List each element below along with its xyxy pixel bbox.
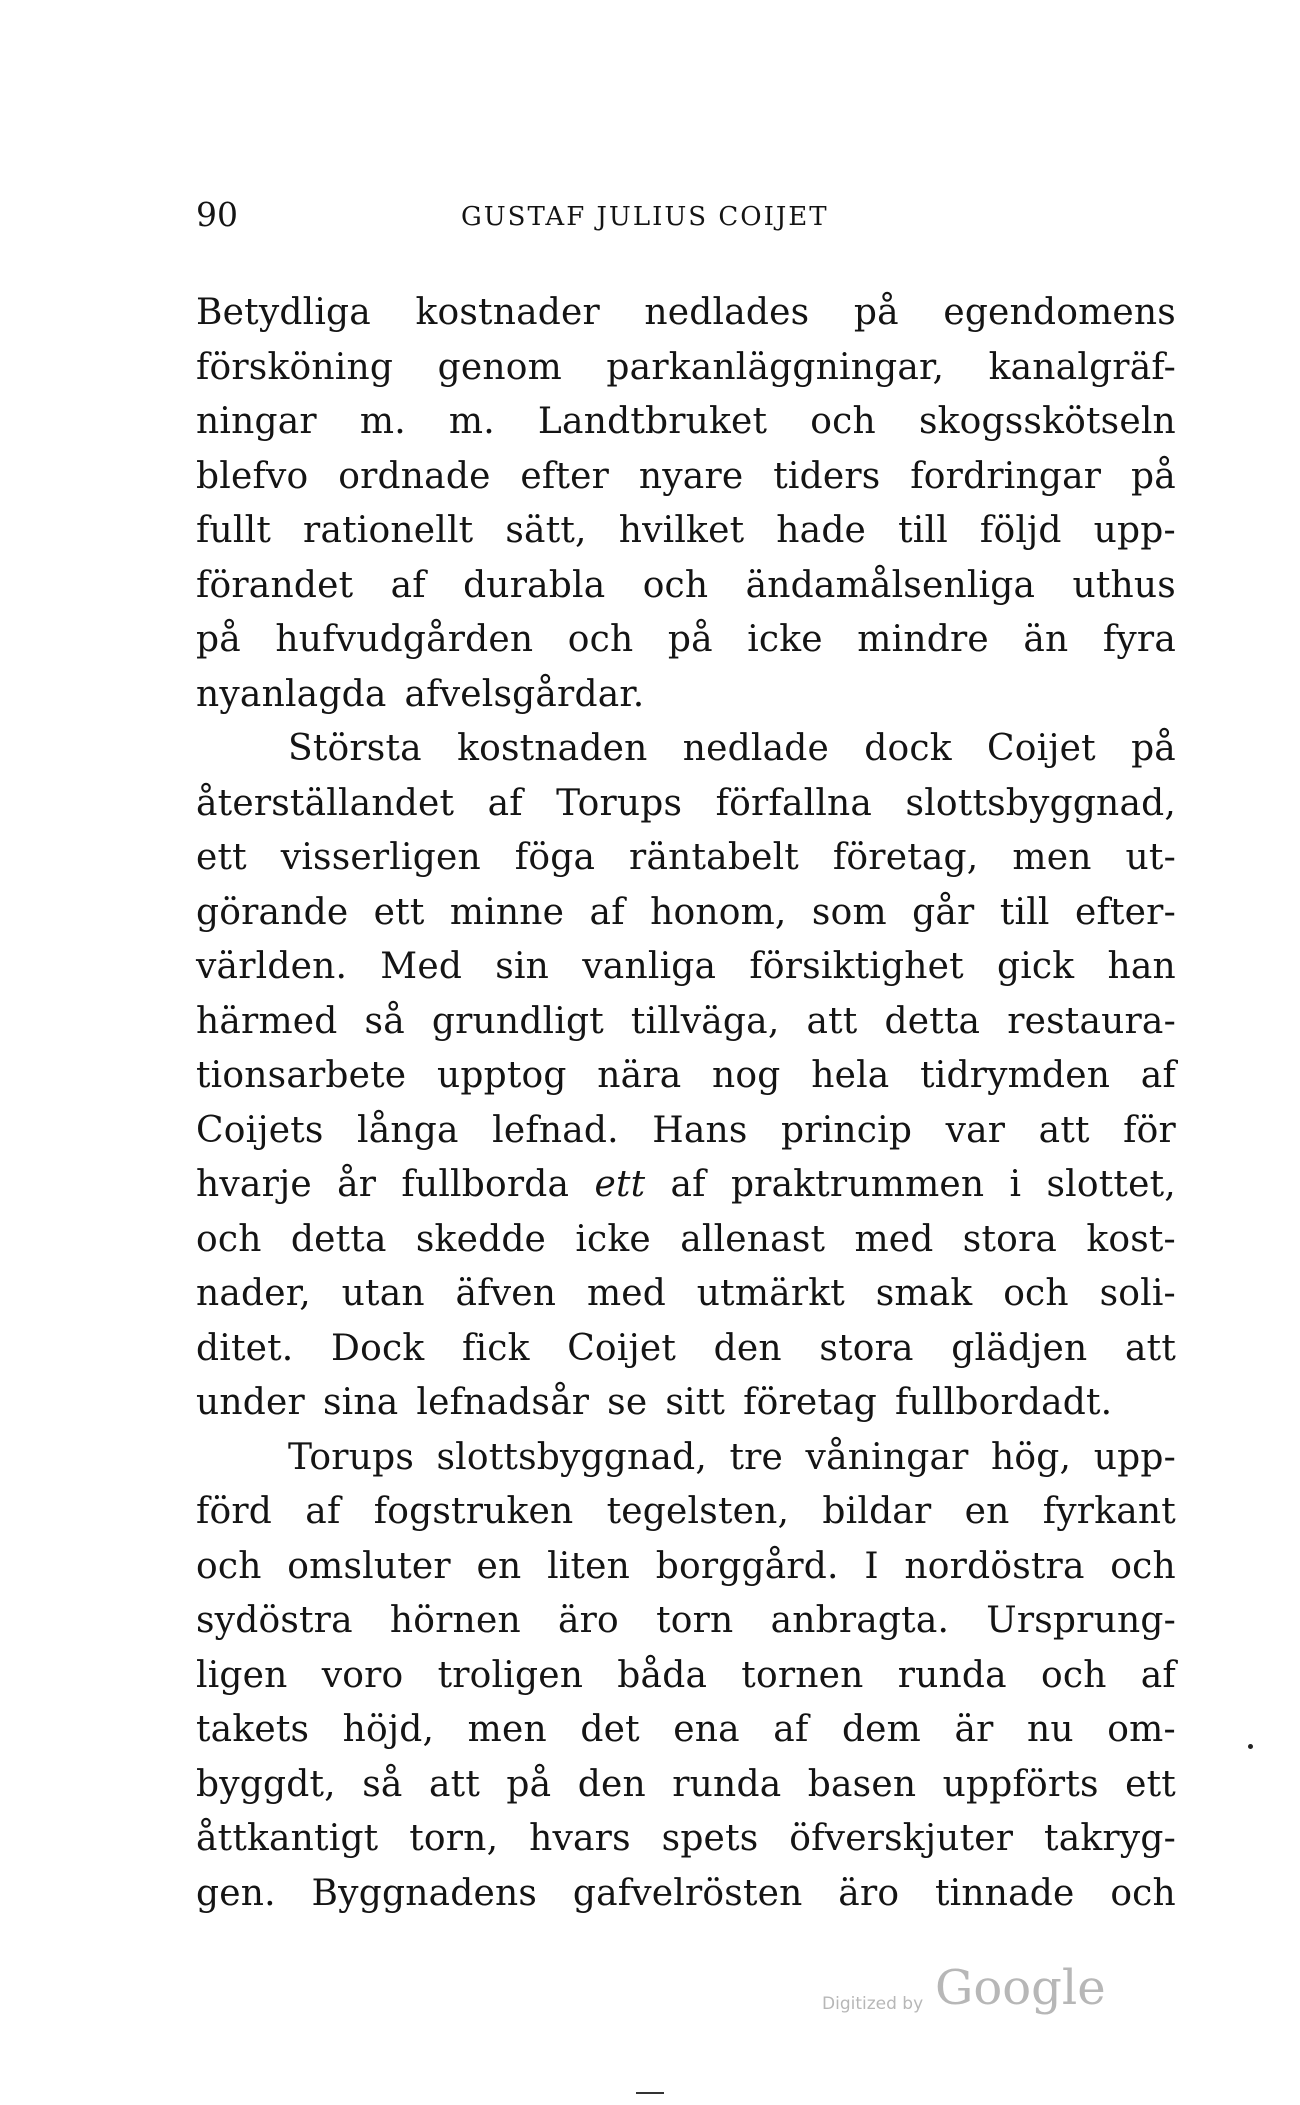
word: smak	[875, 1273, 973, 1314]
word: af	[487, 782, 523, 824]
word: anbragta.	[770, 1600, 950, 1641]
word: takryg-	[1044, 1818, 1176, 1859]
word: restaura-	[1007, 1000, 1176, 1042]
page-header	[196, 195, 1196, 245]
word: dock	[864, 728, 952, 769]
text-line	[196, 1431, 1176, 1486]
word: år	[337, 1164, 377, 1205]
word: Hans	[652, 1109, 748, 1151]
text-line	[196, 1812, 1176, 1867]
word: nader,	[196, 1273, 311, 1314]
text-line	[196, 831, 1176, 886]
word: efter	[520, 455, 610, 497]
word: I	[864, 1545, 879, 1587]
word: afvelsgårdar.	[404, 673, 645, 715]
word: han	[1107, 946, 1176, 987]
word: det	[580, 1709, 640, 1750]
word: gick	[996, 946, 1075, 987]
word: stora	[819, 1327, 914, 1369]
word: med	[854, 1218, 934, 1260]
word: så	[364, 1000, 405, 1042]
word: tionsarbete	[196, 1055, 407, 1096]
word: ändamålsenliga	[745, 564, 1036, 606]
word: att	[1038, 1109, 1090, 1151]
word: till	[999, 891, 1050, 933]
word: Största	[288, 728, 422, 769]
word: försiktighet	[749, 946, 964, 987]
word: Betydliga	[196, 292, 371, 333]
word: fyrkant	[1042, 1491, 1176, 1532]
word: fogstruken	[373, 1491, 574, 1532]
word: med	[586, 1273, 667, 1314]
text-line	[196, 1867, 1176, 1922]
word: Ursprung-	[986, 1600, 1176, 1641]
word: uthus	[1072, 564, 1176, 606]
word: vanliga	[582, 946, 717, 987]
word: den	[713, 1327, 782, 1369]
word: Med	[380, 946, 463, 987]
word: tidrymden	[920, 1055, 1111, 1096]
word: återställandet	[196, 782, 455, 824]
word: genom	[437, 346, 562, 388]
word: liten	[547, 1545, 631, 1587]
word: går	[912, 891, 975, 933]
word: än	[1023, 619, 1069, 660]
word: upp-	[1093, 510, 1176, 551]
word: dem	[841, 1709, 922, 1750]
word: på	[506, 1763, 552, 1805]
word: ut-	[1125, 837, 1176, 878]
word: voro	[321, 1654, 404, 1696]
word: hvilket	[618, 510, 745, 551]
digitized-watermark	[822, 1960, 1242, 2030]
word: borggård.	[655, 1545, 839, 1587]
word: gen.	[196, 1872, 276, 1914]
word: på	[667, 619, 713, 660]
word: följd	[979, 510, 1062, 551]
word: hvars	[529, 1818, 631, 1859]
word: hvarje	[196, 1164, 312, 1205]
word: en	[476, 1545, 522, 1587]
word: af	[670, 1164, 706, 1205]
word: att	[1125, 1327, 1176, 1369]
word: bildar	[822, 1491, 932, 1532]
word: ena	[673, 1709, 740, 1750]
word: tinnade	[934, 1872, 1075, 1914]
word: fullborda	[401, 1164, 570, 1205]
word: slottet,	[1046, 1164, 1176, 1205]
word: detta	[290, 1218, 387, 1260]
text-line	[196, 1049, 1176, 1104]
word: sätt,	[505, 510, 587, 551]
word: fordringar	[910, 455, 1102, 497]
text-line	[196, 886, 1176, 941]
word: förandet	[196, 564, 354, 606]
word: räntabelt	[629, 837, 799, 878]
word: och	[810, 401, 876, 442]
word: sina	[322, 1382, 399, 1423]
word: runda	[897, 1654, 1007, 1696]
word: Coijet	[986, 728, 1096, 769]
text-line	[196, 668, 1176, 723]
text-line	[196, 1322, 1176, 1377]
word: höjd,	[342, 1709, 435, 1750]
word: omsluter	[287, 1545, 451, 1587]
word: Byggnadens	[311, 1872, 538, 1914]
word: och	[1110, 1872, 1176, 1914]
text-line	[196, 450, 1176, 505]
word: nog	[712, 1055, 781, 1096]
word: var	[945, 1109, 1006, 1151]
text-line	[196, 1540, 1176, 1595]
word: om-	[1107, 1709, 1176, 1750]
text-line	[196, 1267, 1176, 1322]
word: och	[1040, 1654, 1107, 1696]
word: Torups	[556, 782, 683, 824]
word: under	[196, 1382, 305, 1423]
text-line	[196, 1158, 1176, 1213]
word: på	[196, 619, 241, 660]
word: efter-	[1074, 891, 1176, 933]
word: af	[390, 564, 426, 606]
word: ningar	[196, 401, 317, 442]
word: som	[811, 891, 887, 933]
word: försköning	[196, 346, 394, 388]
word: torn,	[409, 1818, 499, 1859]
word: nyare	[638, 455, 744, 497]
word: Torups	[288, 1436, 415, 1478]
word: allenast	[680, 1218, 826, 1260]
word: ett	[594, 1164, 646, 1205]
word: att	[806, 1000, 858, 1042]
word: minne	[449, 891, 565, 933]
word: grundligt	[431, 1000, 604, 1042]
word: Coijets	[196, 1109, 324, 1151]
word: och	[642, 564, 709, 606]
word: af	[589, 891, 625, 933]
word: icke	[747, 619, 823, 660]
word: basen	[807, 1763, 917, 1805]
word: tiders	[773, 455, 881, 497]
text-line	[196, 777, 1176, 832]
word: visserligen	[280, 837, 481, 878]
word: af	[305, 1491, 341, 1532]
text-line	[196, 286, 1176, 341]
text-line	[196, 1649, 1176, 1704]
word: praktrummen	[730, 1164, 985, 1205]
word: af	[1140, 1654, 1176, 1696]
word: och	[196, 1218, 262, 1260]
word: m.	[359, 401, 406, 442]
text-line	[196, 1104, 1176, 1159]
word: durabla	[463, 564, 606, 606]
text-line	[196, 1594, 1176, 1649]
text-line	[196, 1703, 1176, 1758]
word: och	[1003, 1273, 1069, 1314]
word: öfverskjuter	[789, 1818, 1014, 1859]
text-line	[196, 341, 1176, 396]
word: i	[1009, 1164, 1022, 1205]
word: kostnaden	[457, 728, 648, 769]
word: ligen	[196, 1654, 288, 1696]
word: kanalgräf-	[988, 346, 1176, 388]
running-head: GUSTAF JULIUS COIJET	[461, 202, 829, 232]
word: en	[964, 1491, 1010, 1532]
word: nu	[1027, 1709, 1074, 1750]
text-line	[196, 722, 1176, 777]
word: men	[467, 1709, 547, 1750]
word: nyanlagda	[196, 673, 387, 715]
word: nära	[597, 1055, 682, 1096]
google-logo: Google	[935, 1960, 1106, 2016]
word: kost-	[1086, 1218, 1176, 1260]
text-line	[196, 504, 1176, 559]
word: till	[898, 510, 948, 551]
word: fick	[461, 1327, 530, 1369]
word: af	[1140, 1055, 1176, 1096]
word: glädjen	[951, 1327, 1088, 1369]
text-line	[196, 395, 1176, 450]
text-line	[196, 940, 1176, 995]
word: våningar	[805, 1436, 969, 1478]
word: åttkantigt	[196, 1818, 379, 1859]
text-line	[196, 1758, 1176, 1813]
word: nordöstra	[904, 1545, 1085, 1587]
word: honom,	[650, 891, 787, 933]
word: stora	[962, 1218, 1058, 1260]
word: och	[567, 619, 634, 660]
word: fullt	[196, 510, 272, 551]
word: utan	[341, 1273, 425, 1314]
word: föga	[514, 837, 596, 878]
word: upp-	[1093, 1436, 1176, 1478]
word: soli-	[1099, 1273, 1176, 1314]
word: tornen	[741, 1654, 864, 1696]
word: tillväga,	[630, 1000, 780, 1042]
word: skogsskötseln	[918, 401, 1176, 442]
word: långa	[357, 1109, 459, 1151]
word: företag	[743, 1382, 877, 1423]
word: sitt	[665, 1382, 726, 1423]
word: mindre	[857, 619, 989, 660]
word: hörnen	[389, 1600, 521, 1641]
word: ett	[373, 891, 425, 933]
word: sin	[495, 946, 550, 987]
word: på	[1131, 455, 1176, 497]
word: af	[773, 1709, 809, 1750]
word: Landtbruket	[537, 401, 768, 442]
word: slottsbyggnad,	[436, 1436, 707, 1478]
word: tre	[729, 1436, 784, 1478]
word: äro	[838, 1872, 900, 1914]
text-line	[196, 613, 1176, 668]
print-speck	[1248, 1744, 1253, 1749]
word: företag,	[832, 837, 979, 878]
text-line	[196, 1213, 1176, 1268]
word: hela	[811, 1055, 890, 1096]
word: slottsbyggnad,	[905, 782, 1176, 824]
word: den	[577, 1763, 646, 1805]
word: spets	[661, 1818, 759, 1859]
word: parkanläggningar,	[606, 346, 945, 388]
word: ett	[1125, 1763, 1176, 1805]
word: icke	[575, 1218, 651, 1260]
word: nedlades	[644, 292, 810, 333]
word: byggdt,	[196, 1763, 336, 1805]
word: och	[196, 1545, 262, 1587]
word: runda	[672, 1763, 782, 1805]
body-text	[196, 286, 1176, 1921]
word: lefnad.	[492, 1109, 619, 1151]
word: sydöstra	[196, 1600, 353, 1641]
word: torn	[656, 1600, 734, 1641]
word: detta	[884, 1000, 981, 1042]
word: princip	[781, 1109, 913, 1151]
word: och	[1110, 1545, 1176, 1587]
footer-mark	[636, 2092, 664, 2094]
word: tegelsten,	[606, 1491, 790, 1532]
word: ordnade	[338, 455, 491, 497]
word: troligen	[437, 1654, 584, 1696]
word: härmed	[196, 1000, 338, 1042]
word: så	[362, 1763, 403, 1805]
word: världen.	[196, 946, 348, 987]
word: förfallna	[715, 782, 873, 824]
word: förd	[196, 1491, 273, 1532]
word: på	[1131, 728, 1176, 769]
word: Coijet	[567, 1327, 677, 1369]
word: nedlade	[682, 728, 829, 769]
word: äfven	[455, 1273, 557, 1314]
word: ett	[196, 837, 247, 878]
page-number: 90	[196, 195, 238, 234]
word: ditet.	[196, 1327, 294, 1369]
word: egendomens	[943, 292, 1176, 333]
word: äro	[557, 1600, 619, 1641]
word: görande	[196, 891, 349, 933]
word: m.	[448, 401, 495, 442]
word: för	[1123, 1109, 1176, 1151]
word: båda	[617, 1654, 708, 1696]
word: är	[954, 1709, 994, 1750]
word: Dock	[331, 1327, 425, 1369]
word: blefvo	[196, 455, 309, 497]
word: gafvelrösten	[572, 1872, 803, 1914]
word: men	[1012, 837, 1092, 878]
word: fullbordadt.	[894, 1382, 1113, 1423]
watermark-prefix: Digitized by	[822, 1994, 924, 2014]
word: se	[607, 1382, 648, 1423]
word: utmärkt	[696, 1273, 845, 1314]
word: upptog	[436, 1055, 567, 1096]
text-line	[196, 1485, 1176, 1540]
word: hade	[776, 510, 867, 551]
word: fyra	[1102, 619, 1176, 660]
text-line	[196, 995, 1176, 1050]
word: hög,	[991, 1436, 1072, 1478]
word: rationellt	[303, 510, 474, 551]
word: skedde	[415, 1218, 547, 1260]
word: kostnader	[415, 292, 600, 333]
word: lefnadsår	[416, 1382, 590, 1423]
word: på	[853, 292, 899, 333]
text-line	[196, 559, 1176, 614]
text-line	[196, 1376, 1176, 1431]
word: att	[428, 1763, 480, 1805]
word: takets	[196, 1709, 310, 1750]
word: uppförts	[942, 1763, 1099, 1805]
word: hufvudgården	[275, 619, 534, 660]
